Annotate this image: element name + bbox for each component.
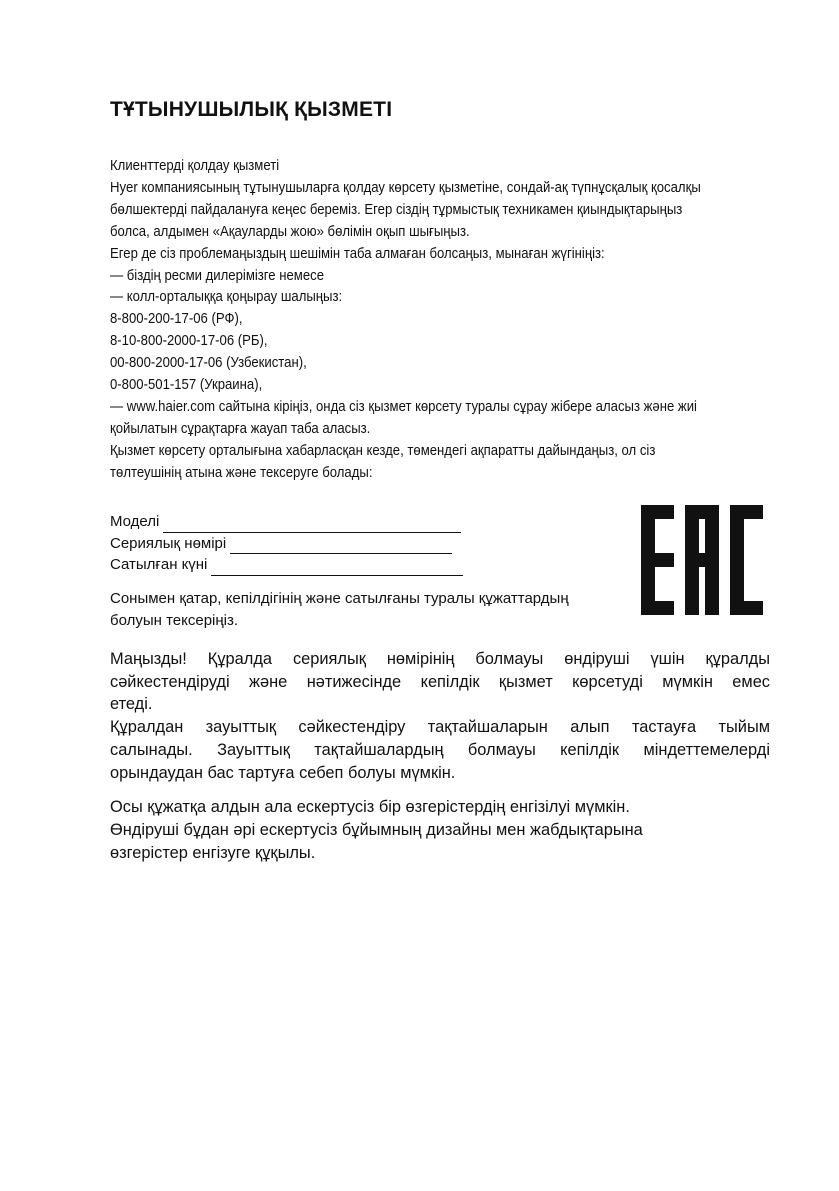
support-option-call-center: — колл-орталыққа қоңырау шалыңыз: [110,289,343,306]
check-docs-line: Сонымен қатар, кепілдігінің және сатылғаны туралы құжаттардың [110,590,569,607]
support-text-line: Қызмет көрсету орталығына хабарласқан кезде, төмендегі ақпаратты дайындаңыз, ол сіз [110,442,656,459]
notice-line: Өндіруші бұдан әрі ескертусіз бұйымның дизайны мен жабдықтарына [110,820,643,839]
serial-label: Сериялық нөмірі [110,534,227,552]
important-line: етеді. [110,695,153,714]
phone-by: 8-10-800-2000-17-06 (РБ), [110,333,268,350]
phone-ru: 8-800-200-17-06 (РФ), [110,311,243,328]
product-info-fields [110,511,463,576]
support-text-line: Егер де сіз проблемаңыздың шешімін таба алмаған болсаңыз, мынаған жүгініңіз: [110,245,605,262]
customer-support-section [110,156,713,485]
important-warning [110,648,770,784]
important-line: сәйкестендіруді және нәтижесінде кепілдік қызмет көрсетуді мүмкін емес [110,672,770,691]
support-text-line: қойылатын сұрақтарға жауап таба аласыз. [110,420,371,437]
model-blank-line [163,516,461,533]
support-heading: Клиенттерді қолдау қызметі [110,158,280,174]
support-text-line: бөлшектерді пайдалануға кеңес береміз. Егер сіздің тұрмыстық техникамен қиындықтарыңыз [110,201,683,218]
eac-c-stem [730,505,744,615]
important-line: Маңызды! Құралда сериялық нөмірінің болмауы өндіруші үшін құралды [110,650,770,668]
phone-ua: 0-800-501-157 (Украина), [110,377,263,394]
eac-c-top [730,505,763,519]
change-notice [110,796,770,864]
support-text-line: Hyer компаниясының тұтынушыларға қолдау көрсету қызметіне, сондай-ақ түпнұсқалық қосалқы [110,179,701,196]
page-title: ТҰТЫНУШЫЛЫҚ ҚЫЗМЕТІ [110,98,393,121]
eac-certification-logo [641,505,763,615]
purchase-date-blank-line [211,559,463,576]
phone-uz: 00-800-2000-17-06 (Узбекистан), [110,355,307,372]
important-line: Құралдан зауыттық сәйкестендіру тақтайшаларын алып тастауға тыйым [110,718,770,737]
serial-field-row [110,533,463,555]
eac-e-bottom [641,601,674,615]
model-label: Моделі [110,513,160,530]
purchase-date-label: Сатылған күні [110,556,208,573]
check-documents-note [110,588,630,631]
important-line: салынады. Зауыттық тақтайшалардың болмауы кепілдік міндеттемелерді [110,740,770,759]
support-option-dealer: — біздің ресми дилерімізге немесе [110,267,325,284]
eac-logo-letters [641,505,763,615]
support-option-website: — www.haier.com сайтына кіріңіз, онда сіз қызмет көрсету туралы сұрау жібере аласыз және жиі [110,398,697,415]
eac-a-bar [685,553,719,567]
notice-line: Осы құжатқа алдын ала ескертусіз бір өзгерістердің енгізілуі мүмкін. [110,798,630,816]
support-text-line: төлтеушінің атына және тексеруге болады: [110,464,373,481]
eac-c-bottom [730,601,763,615]
purchase-date-field-row [110,554,463,576]
eac-e-top [641,505,674,519]
support-text-line: болса, алдымен «Ақауларды жою» бөлімін оқып шығыңыз. [110,223,470,240]
check-docs-line: болуын тексеріңіз. [110,611,239,629]
eac-e-middle [641,553,674,567]
notice-line: өзгерістер енгізуге құқылы. [110,843,316,862]
serial-blank-line [230,537,452,554]
important-line: орындаудан бас тартуға себеп болуы мүмкін. [110,763,456,782]
model-field-row [110,511,463,533]
